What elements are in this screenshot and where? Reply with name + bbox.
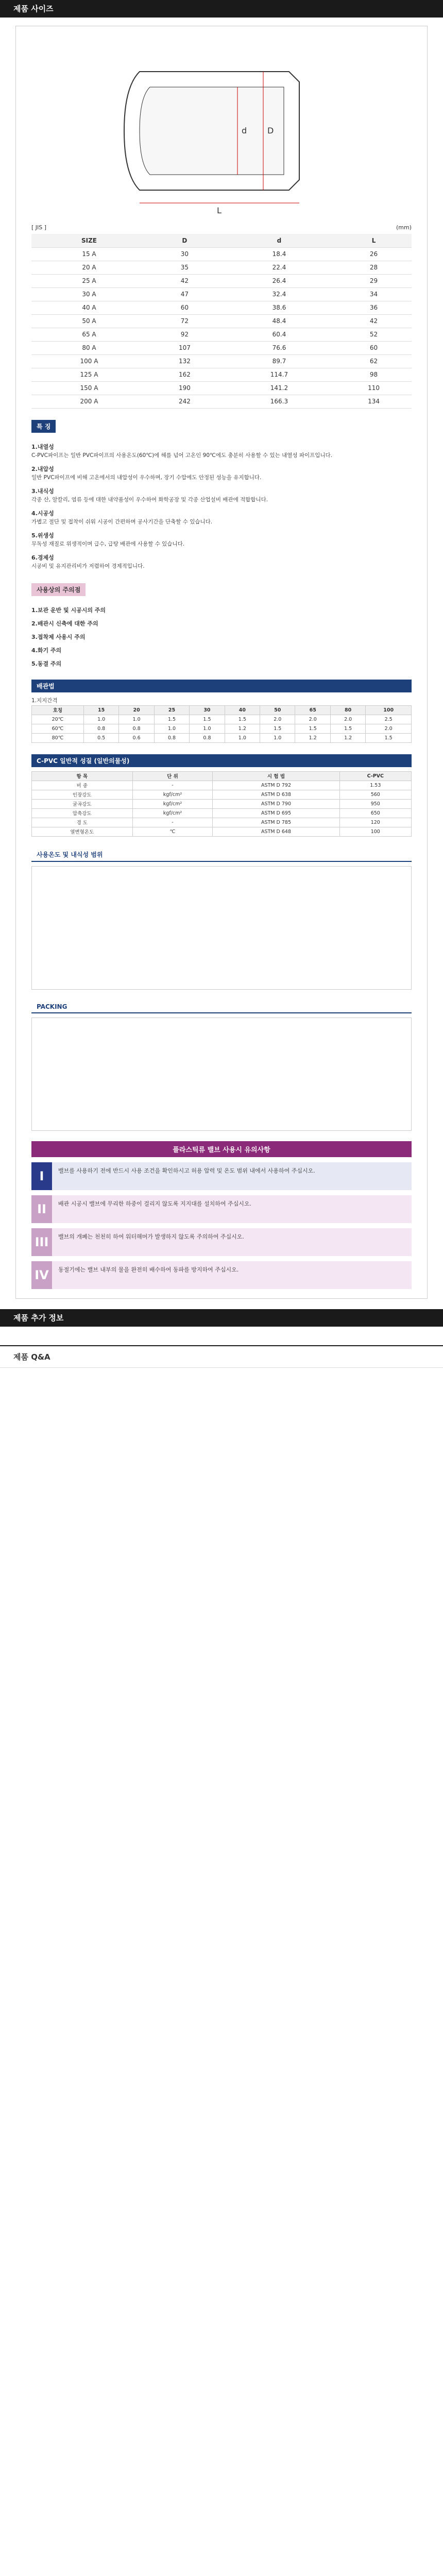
socket-drawing: [31, 36, 413, 221]
table-cell: 1.5: [154, 715, 189, 724]
table-cell: 2.0: [330, 715, 365, 724]
table-row: [31, 354, 412, 368]
table-cell: 650: [339, 808, 411, 818]
table-cell: 0.8: [190, 733, 225, 742]
table-cell: ASTM D 638: [213, 790, 339, 799]
table-row: [31, 314, 412, 328]
label-d: d: [242, 126, 247, 135]
notice-text: 밸브를 사용하기 전에 반드시 사용 조건을 확인하시고 허용 압력 및 온도 범위 내에서 사용하여 주십시오.: [52, 1162, 412, 1190]
table-cell: 22.4: [223, 261, 336, 274]
table-cell: 48.4: [223, 314, 336, 328]
table-cell: ASTM D 648: [213, 827, 339, 836]
table-cell: ASTM D 695: [213, 808, 339, 818]
feature-heading: 1.내열성: [31, 443, 54, 450]
table-cell: 110: [336, 381, 412, 395]
table-row: [31, 261, 412, 274]
notice-text: 동절기에는 밸브 내부의 물을 완전히 배수하여 동파를 방지하여 주십시오.: [52, 1261, 412, 1289]
table-cell: 200 A: [31, 395, 147, 408]
table-cell: 1.5: [225, 715, 260, 724]
table-cell: 20℃: [32, 715, 84, 724]
table-cell: 1.0: [154, 724, 189, 733]
table-cell: 36: [336, 301, 412, 314]
table-cell: 비 중: [32, 781, 133, 790]
notice-item: [31, 1195, 412, 1223]
table-cell: 34: [336, 287, 412, 301]
feature-text: 각종 산, 알칼리, 염류 등에 대한 내약품성이 우수하여 화학공장 및 각종 산업설비 배관에 적합합니다.: [31, 496, 268, 503]
feature-list: [31, 443, 412, 571]
table-cell: 76.6: [223, 341, 336, 354]
table-cell: 60: [336, 341, 412, 354]
table-row: [32, 818, 412, 827]
table-cell: 경 도: [32, 818, 133, 827]
col-size: SIZE: [31, 234, 147, 247]
table-cell: ASTM D 792: [213, 781, 339, 790]
table-cell: 1.5: [260, 724, 295, 733]
header-cell: 50: [260, 705, 295, 715]
table-cell: 26.4: [223, 274, 336, 287]
notice-number: III: [31, 1228, 52, 1256]
table-row: [32, 799, 412, 808]
caution-item: 1.보관 운반 및 시공시의 주의: [31, 606, 106, 614]
product-panel: [15, 26, 428, 1299]
table-cell: 141.2: [223, 381, 336, 395]
table-cell: 2.0: [295, 715, 330, 724]
notice-item: [31, 1261, 412, 1289]
table-cell: 2.0: [366, 724, 412, 733]
table-row: [32, 808, 412, 818]
table-cell: 40 A: [31, 301, 147, 314]
feature-heading: 3.내식성: [31, 487, 54, 495]
header-cell: 25: [154, 705, 189, 715]
table-cell: -: [132, 781, 213, 790]
notice-text: 배관 시공시 밸브에 무리한 하중이 걸리지 않도록 지지대를 설치하여 주십시오.: [52, 1195, 412, 1223]
table-cell: 60.4: [223, 328, 336, 341]
table-cell: 89.7: [223, 354, 336, 368]
table-cell: 30: [147, 247, 223, 261]
table-cell: 65 A: [31, 328, 147, 341]
table-cell: 1.0: [83, 715, 118, 724]
table-cell: 166.3: [223, 395, 336, 408]
label-L: L: [217, 206, 222, 215]
table-cell: 인장강도: [32, 790, 133, 799]
feature-text: 시공비 및 유지관리비가 저렴하여 경제적입니다.: [31, 563, 145, 569]
table-cell: 29: [336, 274, 412, 287]
header-cell: 20: [119, 705, 154, 715]
notice-number: I: [31, 1162, 52, 1190]
table-cell: 26: [336, 247, 412, 261]
table-cell: 1.53: [339, 781, 411, 790]
table-cell: 92: [147, 328, 223, 341]
table-cell: 80℃: [32, 733, 84, 742]
chem-table: [31, 866, 412, 990]
table-cell: 47: [147, 287, 223, 301]
feature-heading: 5.위생성: [31, 532, 54, 539]
col-D: D: [147, 234, 223, 247]
table-cell: 0.8: [154, 733, 189, 742]
table-row: [31, 274, 412, 287]
table-cell: 42: [336, 314, 412, 328]
caution-item: 3.접착제 사용시 주의: [31, 633, 86, 640]
table-cell: 190: [147, 381, 223, 395]
table-cell: 1.0: [225, 733, 260, 742]
table-cell: 114.7: [223, 368, 336, 381]
qa-title: 제품 Q&A: [0, 1345, 443, 1368]
caution-item: 5.동결 주의: [31, 660, 62, 667]
table-row: [32, 827, 412, 836]
piping-title: 배관법: [31, 680, 412, 692]
table-cell: 1.5: [190, 715, 225, 724]
table-cell: 950: [339, 799, 411, 808]
table-cell: 32.4: [223, 287, 336, 301]
table-row: [32, 715, 412, 724]
table-cell: 0.8: [83, 724, 118, 733]
feature-text: C-PVC파이프는 일반 PVC파이프의 사용온도(60℃)에 해를 넘어 고온인 90℃에도 충분히 사용할 수 있는 내열성 파이프입니다.: [31, 452, 333, 459]
table-cell: 1.5: [366, 733, 412, 742]
packing-title: PACKING: [31, 1001, 412, 1013]
table-cell: 132: [147, 354, 223, 368]
table-row: [32, 724, 412, 733]
header-cell: C-PVC: [339, 771, 411, 781]
table-cell: 2.0: [260, 715, 295, 724]
notice-number: II: [31, 1195, 52, 1223]
table-cell: 560: [339, 790, 411, 799]
table-cell: 0.5: [83, 733, 118, 742]
feature-title: 특 징: [31, 420, 56, 433]
feature-text: 무독성 재질로 위생적이며 급수, 급탕 배관에 사용할 수 있습니다.: [31, 540, 185, 547]
feature-text: 가볍고 절단 및 접착이 쉬워 시공이 간편하며 공사기간을 단축할 수 있습니다.: [31, 518, 213, 525]
table-row: [31, 341, 412, 354]
table-row: [32, 790, 412, 799]
table-cell: 242: [147, 395, 223, 408]
notice-item: [31, 1228, 412, 1256]
col-L: L: [336, 234, 412, 247]
table-cell: ASTM D 785: [213, 818, 339, 827]
table-cell: 62: [336, 354, 412, 368]
caution-item: 4.화기 주의: [31, 647, 62, 654]
table-cell: -: [132, 818, 213, 827]
table-cell: 162: [147, 368, 223, 381]
table-row: [31, 247, 412, 261]
table-cell: 125 A: [31, 368, 147, 381]
table-cell: 0.8: [119, 724, 154, 733]
table-cell: 42: [147, 274, 223, 287]
table-row: [31, 328, 412, 341]
table-cell: 1.0: [190, 724, 225, 733]
notice-item: [31, 1162, 412, 1190]
table-cell: kgf/cm²: [132, 808, 213, 818]
physical-title: C-PVC 일반적 성질 (일반의물성): [31, 754, 412, 767]
table-cell: 100 A: [31, 354, 147, 368]
support-table: [31, 705, 412, 743]
page-title: 제품 사이즈: [0, 0, 443, 18]
header-cell: 항 목: [32, 771, 133, 781]
table-cell: 열변형온도: [32, 827, 133, 836]
table-cell: 107: [147, 341, 223, 354]
technical-drawing: [31, 36, 412, 221]
table-cell: kgf/cm²: [132, 799, 213, 808]
table-cell: 1.2: [330, 733, 365, 742]
header-cell: 40: [225, 705, 260, 715]
table-row: [31, 381, 412, 395]
table-cell: ASTM D 790: [213, 799, 339, 808]
header-cell: 100: [366, 705, 412, 715]
piping-sub: 1.지지간격: [31, 697, 58, 704]
header-cell: 30: [190, 705, 225, 715]
table-cell: 150 A: [31, 381, 147, 395]
table-cell: 98: [336, 368, 412, 381]
feature-heading: 4.시공성: [31, 510, 54, 517]
table-cell: 60℃: [32, 724, 84, 733]
table-cell: kgf/cm²: [132, 790, 213, 799]
chem-title: 사용온도 및 내식성 범위: [31, 848, 412, 862]
caution-title: 사용상의 주의점: [31, 583, 86, 596]
table-cell: 18.4: [223, 247, 336, 261]
table-cell: 1.0: [119, 715, 154, 724]
notice-number: IV: [31, 1261, 52, 1289]
standard-label: [ JIS ]: [31, 224, 47, 231]
caution-list: [31, 606, 412, 668]
notice-title: 플라스틱류 밸브 사용시 유의사항: [31, 1141, 412, 1157]
label-D: D: [267, 126, 274, 135]
table-cell: 100: [339, 827, 411, 836]
table-cell: 52: [336, 328, 412, 341]
dimension-table: [31, 234, 412, 409]
table-cell: 120: [339, 818, 411, 827]
table-cell: 134: [336, 395, 412, 408]
section2-title: 제품 추가 정보: [0, 1309, 443, 1327]
header-cell: 80: [330, 705, 365, 715]
table-row: [32, 733, 412, 742]
table-row: [31, 287, 412, 301]
table-cell: 굴곡강도: [32, 799, 133, 808]
col-d: d: [223, 234, 336, 247]
table-cell: 0.6: [119, 733, 154, 742]
table-cell: 25 A: [31, 274, 147, 287]
table-cell: 20 A: [31, 261, 147, 274]
table-cell: 80 A: [31, 341, 147, 354]
table-cell: 35: [147, 261, 223, 274]
header-cell: 단 위: [132, 771, 213, 781]
table-cell: 60: [147, 301, 223, 314]
table-cell: 2.5: [366, 715, 412, 724]
table-cell: 1.2: [295, 733, 330, 742]
feature-heading: 2.내압성: [31, 465, 54, 472]
table-row: [32, 781, 412, 790]
standard-row: [31, 224, 412, 231]
table-cell: 38.6: [223, 301, 336, 314]
table-cell: 30 A: [31, 287, 147, 301]
physical-table: [31, 771, 412, 837]
header-cell: 호칭: [32, 705, 84, 715]
table-cell: 72: [147, 314, 223, 328]
unit-label: (mm): [396, 224, 412, 231]
table-row: [31, 368, 412, 381]
table-cell: 압축강도: [32, 808, 133, 818]
table-cell: 28: [336, 261, 412, 274]
header-cell: 15: [83, 705, 118, 715]
table-cell: 50 A: [31, 314, 147, 328]
table-cell: 1.0: [260, 733, 295, 742]
table-cell: ℃: [132, 827, 213, 836]
header-cell: 시 험 법: [213, 771, 339, 781]
table-cell: 1.2: [225, 724, 260, 733]
table-row: [31, 395, 412, 408]
table-row: [31, 301, 412, 314]
table-cell: 15 A: [31, 247, 147, 261]
table-cell: 1.5: [295, 724, 330, 733]
notice-list: [31, 1162, 412, 1289]
header-cell: 65: [295, 705, 330, 715]
feature-heading: 6.경제성: [31, 554, 54, 561]
notice-text: 밸브의 개폐는 천천히 하여 워터해머가 발생하지 않도록 주의하여 주십시오.: [52, 1228, 412, 1256]
caution-item: 2.배관시 신축에 대한 주의: [31, 620, 98, 627]
feature-text: 일반 PVC파이프에 비해 고온에서의 내압성이 우수하며, 장기 수압에도 안정된 성능을 유지합니다.: [31, 474, 262, 481]
packing-table: [31, 1018, 412, 1131]
table-cell: 1.5: [330, 724, 365, 733]
